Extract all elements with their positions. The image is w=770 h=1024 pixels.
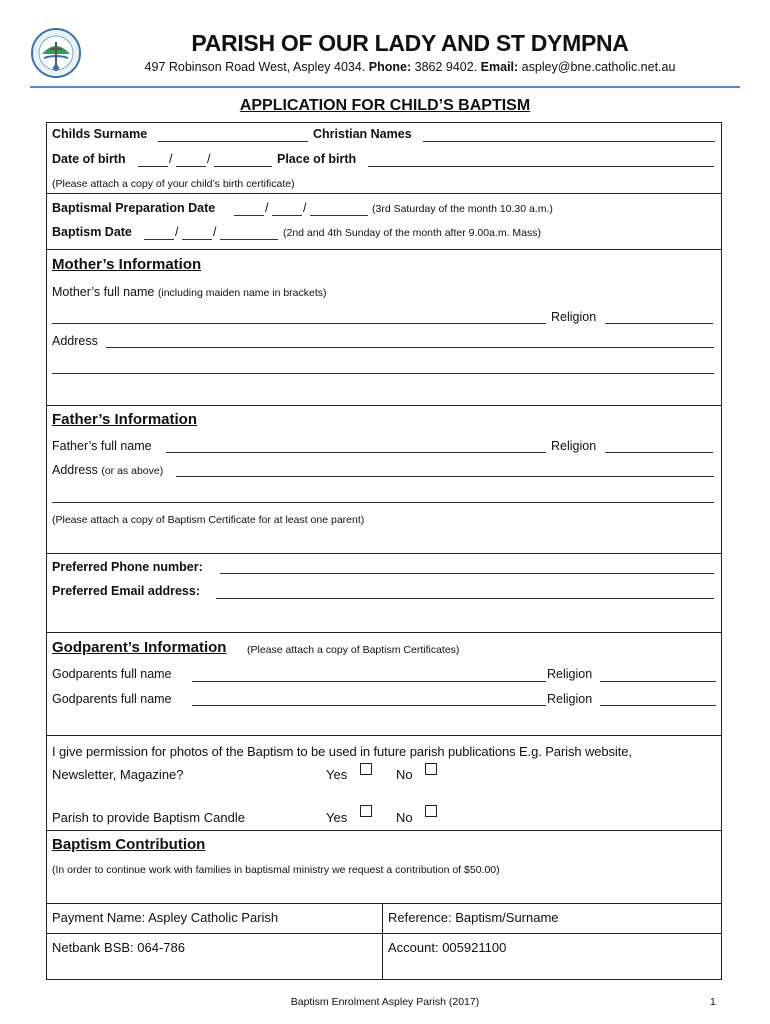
date-separator: /: [175, 225, 179, 239]
payment-table-row-divider: [46, 933, 722, 934]
mother-name-field[interactable]: [52, 323, 546, 324]
surname-label: Childs Surname: [52, 127, 148, 141]
dob-day-field[interactable]: [138, 166, 168, 167]
account-number: Account: 005921100: [388, 940, 507, 955]
godparent-1-name-field[interactable]: [192, 681, 546, 682]
contribution-note: (In order to continue work with families in baptismal ministry we request a contribution of $50.00): [52, 864, 500, 876]
godparent-2-name-label: Godparents full name: [52, 692, 172, 706]
mother-name-label-text: Mother’s full name: [52, 285, 155, 299]
prep-month-field[interactable]: [272, 215, 302, 216]
preferred-phone-field[interactable]: [220, 573, 714, 574]
candle-no-checkbox[interactable]: [425, 805, 437, 817]
contribution-heading: Baptism Contribution: [52, 836, 206, 853]
header-rule: [30, 86, 740, 88]
netbank-bsb: Netbank BSB: 064-786: [52, 940, 185, 955]
father-heading: Father’s Information: [52, 411, 198, 428]
parish-logo: [30, 24, 82, 82]
photo-yes-checkbox[interactable]: [360, 763, 372, 775]
photo-no-label: No: [396, 767, 413, 782]
candle-no-label: No: [396, 810, 413, 825]
baptism-month-field[interactable]: [182, 239, 212, 240]
mother-religion-label: Religion: [551, 310, 597, 324]
prep-date-label: Baptismal Preparation Date: [52, 201, 216, 215]
father-name-field[interactable]: [166, 452, 546, 453]
candle-yes-checkbox[interactable]: [360, 805, 372, 817]
date-separator: /: [169, 152, 173, 166]
parish-email: aspley@bne.catholic.net.au: [521, 60, 676, 74]
date-separator: /: [213, 225, 217, 239]
godparents-heading: Godparent’s Information: [52, 639, 227, 656]
preferred-email-label: Preferred Email address:: [52, 584, 200, 598]
page-number: 1: [710, 996, 716, 1008]
date-separator: /: [303, 201, 307, 215]
surname-field[interactable]: [158, 141, 308, 142]
date-separator: /: [265, 201, 269, 215]
place-of-birth-label: Place of birth: [277, 152, 357, 166]
christian-names-label: Christian Names: [313, 127, 412, 141]
mother-heading: Mother’s Information: [52, 256, 202, 273]
photo-permission-text: I give permission for photos of the Baptism to be used in future parish publications E.g. Parish website,: [52, 744, 632, 759]
preferred-email-field[interactable]: [216, 598, 714, 599]
godparent-1-religion-field[interactable]: [600, 681, 716, 682]
birth-cert-note: (Please attach a copy of your child’s birth certificate): [52, 178, 295, 190]
parish-contact-line: [100, 60, 720, 74]
payment-name: Payment Name: Aspley Catholic Parish: [52, 910, 279, 925]
photo-no-checkbox[interactable]: [425, 763, 437, 775]
parent-cert-note: (Please attach a copy of Baptism Certificate for at least one parent): [52, 514, 365, 526]
photo-permission-text-2: Newsletter, Magazine?: [52, 767, 184, 782]
parish-phone: 3862 9402.: [414, 60, 478, 74]
payment-reference: Reference: Baptism/Surname: [388, 910, 559, 925]
baptism-date-label: Baptism Date: [52, 225, 132, 239]
form-title: APPLICATION FOR CHILD’S BAPTISM: [239, 97, 531, 114]
phone-label: Phone:: [368, 60, 412, 74]
email-label: Email:: [480, 60, 519, 74]
dob-month-field[interactable]: [176, 166, 206, 167]
father-address-label-text: Address: [52, 463, 98, 477]
baptism-date-note: (2nd and 4th Sunday of the month after 9.00a.m. Mass): [283, 227, 541, 239]
father-religion-label: Religion: [551, 439, 597, 453]
godparent-1-name-label: Godparents full name: [52, 667, 172, 681]
dob-year-field[interactable]: [214, 166, 272, 167]
prep-date-note: (3rd Saturday of the month 10.30 a.m.): [372, 203, 553, 215]
parish-address: 497 Robinson Road West, Aspley 4034.: [144, 60, 366, 74]
baptism-day-field[interactable]: [144, 239, 174, 240]
prep-day-field[interactable]: [234, 215, 264, 216]
or-as-above-note: (or as above): [101, 465, 164, 477]
father-address-label: [52, 463, 163, 477]
prep-year-field[interactable]: [310, 215, 368, 216]
maiden-name-note: (including maiden name in brackets): [157, 287, 327, 299]
father-name-label: Father’s full name: [52, 439, 152, 453]
mother-name-label: [52, 285, 327, 299]
father-address-field[interactable]: [176, 476, 714, 477]
photo-yes-label: Yes: [326, 767, 348, 782]
godparent-2-religion-field[interactable]: [600, 705, 716, 706]
christian-names-field[interactable]: [423, 141, 715, 142]
candle-yes-label: Yes: [326, 810, 348, 825]
candle-label: Parish to provide Baptism Candle: [52, 810, 245, 825]
baptism-year-field[interactable]: [220, 239, 278, 240]
preferred-phone-label: Preferred Phone number:: [52, 560, 203, 574]
mother-address-field-2[interactable]: [52, 373, 714, 374]
godparent-2-religion-label: Religion: [547, 692, 593, 706]
date-separator: /: [207, 152, 211, 166]
godparents-cert-note: (Please attach a copy of Baptism Certificates): [247, 644, 460, 656]
mother-address-field[interactable]: [106, 347, 714, 348]
place-of-birth-field[interactable]: [368, 166, 714, 167]
godparent-1-religion-label: Religion: [547, 667, 593, 681]
mother-address-label: Address: [52, 334, 98, 348]
father-address-field-2[interactable]: [52, 502, 714, 503]
payment-table-divider: [382, 903, 383, 980]
parish-name: PARISH OF OUR LADY AND ST DYMPNA: [191, 30, 629, 56]
dob-label: Date of birth: [52, 152, 126, 166]
godparent-2-name-field[interactable]: [192, 705, 546, 706]
footer-text: Baptism Enrolment Aspley Parish (2017): [290, 996, 480, 1008]
mother-religion-field[interactable]: [605, 323, 713, 324]
father-religion-field[interactable]: [605, 452, 713, 453]
